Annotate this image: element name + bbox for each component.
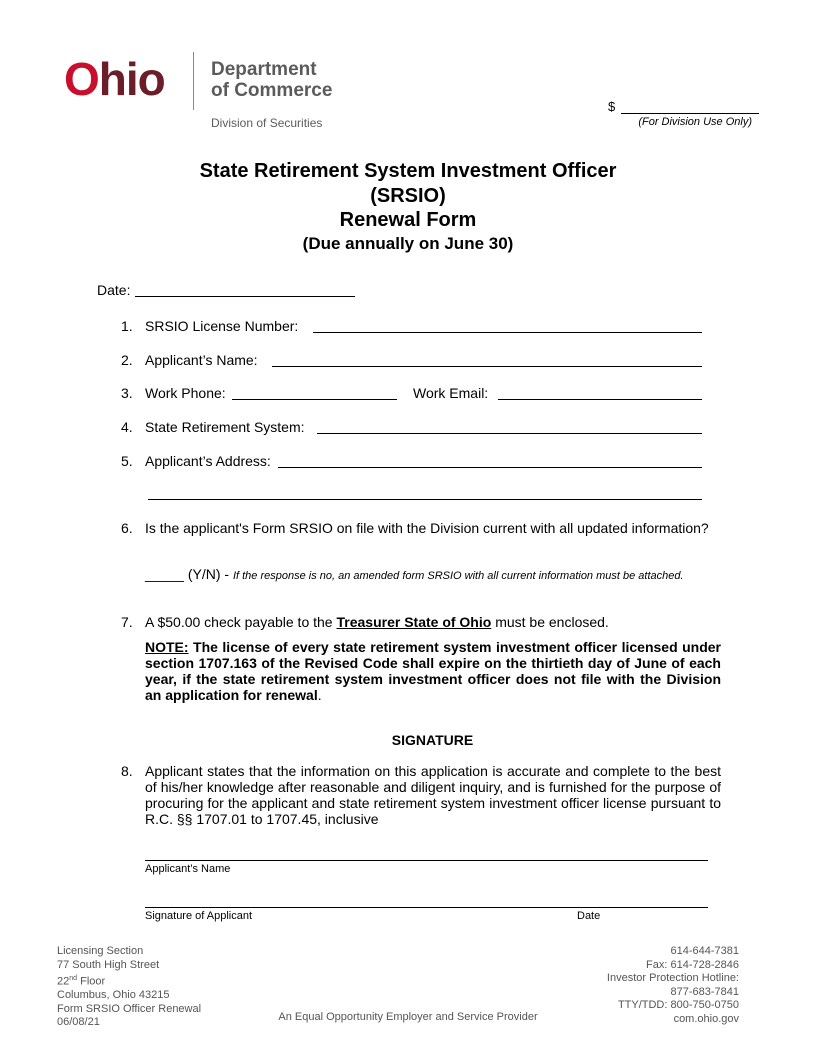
footer-floor-number: 22 (57, 975, 70, 988)
applicant-address-field[interactable] (278, 467, 702, 468)
date-field[interactable] (135, 296, 355, 297)
item-4-number: 4. (121, 419, 133, 435)
logo-divider (193, 52, 194, 110)
item-6-question: Is the applicant's Form SRSIO on file with the Division current with all updated information? (145, 520, 709, 536)
form-due-note: (Due annually on June 30) (302, 234, 514, 253)
division-use-field[interactable] (608, 99, 760, 114)
applicant-name-caption: Applicant’s Name (145, 863, 231, 875)
license-number-field[interactable] (313, 332, 702, 333)
footer-left-line-6: 06/08/21 (57, 1016, 100, 1029)
item-1-number: 1. (121, 318, 133, 334)
logo-o-letter: O (64, 53, 99, 105)
work-email-label: Work Email: (413, 385, 489, 401)
retirement-system-label: State Retirement System: (145, 419, 305, 435)
footer-left-line-2: 77 South High Street (57, 958, 160, 971)
item-8-statement: Applicant states that the information on this application is accurate and complete to the best of his/her knowledge after reasonable and diligent inquiry, and is furnished for the purpose of procuring for the applicant and state retirement system investment officer license pursuant to R.C. §§ 1707.01 to 1707.45, inclusive (145, 763, 721, 827)
signature-caption: Signature of Applicant (145, 910, 253, 922)
form-subtitle: Renewal Form (339, 209, 477, 231)
footer-left-line-5: Form SRSIO Officer Renewal (57, 1002, 202, 1015)
item-6-yn: (Y/N) - (187, 566, 230, 582)
work-email-field[interactable] (498, 399, 702, 400)
dept-line-2: of Commerce (211, 80, 333, 101)
signature-date-caption: Date (577, 910, 601, 922)
footer-left-line-4: Columbus, Ohio 43215 (57, 989, 170, 1002)
item-6-response (145, 566, 721, 584)
footer-left-line-1: Licensing Section (57, 945, 144, 957)
item-7-number: 7. (121, 614, 133, 630)
item-7-text-a: A $50.00 check payable to the (145, 614, 333, 630)
license-number-label: SRSIO License Number: (145, 318, 299, 334)
item-7-text (145, 614, 609, 630)
work-phone-label: Work Phone: (145, 385, 226, 401)
footer-center: An Equal Opportunity Employer and Service Provider (278, 1011, 538, 1023)
dollar-sign: $ (608, 99, 616, 114)
item-6-note: If the response is no, an amended form SRSIO with all current information must be attached. (232, 570, 684, 582)
footer-right-line-5: TTY/TDD: 800-750-0750 (617, 999, 739, 1011)
work-phone-field[interactable] (232, 399, 397, 400)
footer-right-line-3: Investor Protection Hotline: (606, 972, 739, 984)
division-use-line (621, 113, 759, 114)
logo-hio-letters: hio (98, 53, 165, 105)
footer-floor-word: Floor (77, 975, 106, 988)
applicant-name-signature-line[interactable] (145, 860, 708, 861)
date-label: Date: (97, 282, 131, 298)
form-title-abbrev: (SRSIO) (370, 185, 446, 207)
footer-right (540, 945, 739, 1026)
applicant-address-field-2[interactable] (148, 499, 702, 500)
item-8-number: 8. (121, 763, 133, 779)
note-text: The license of every state retirement system investment officer licensed under section 1707.163 of the Revised Code shall expire on the thirtieth day of June of each year, if the state retirement system investment officer does not file with the Division an application for renewal (145, 639, 722, 703)
item-7-payee: Treasurer State of Ohio (336, 614, 492, 630)
footer-left-line-3 (57, 972, 277, 989)
renewal-note (145, 639, 721, 703)
form-title: State Retirement System Investment Officer (199, 160, 617, 182)
applicant-name-field[interactable] (272, 366, 702, 367)
footer-right-line-6: com.ohio.gov (673, 1012, 739, 1025)
division-name: Division of Securities (211, 116, 323, 130)
item-7-text-b: must be enclosed. (495, 614, 609, 630)
signature-heading: SIGNATURE (391, 732, 474, 748)
ohio-logo (64, 52, 165, 106)
footer-floor-suffix: nd (69, 975, 78, 982)
retirement-system-field[interactable] (317, 433, 702, 434)
footer-right-line-1: 614-644-7381 (670, 945, 739, 957)
item-2-number: 2. (121, 352, 133, 368)
item-6-number: 6. (121, 520, 133, 536)
note-label: NOTE: (145, 639, 189, 655)
item-3-number: 3. (121, 385, 133, 401)
division-use-note: (For Division Use Only) (638, 116, 752, 128)
item-6-blank[interactable]: _____ (145, 566, 184, 582)
item-5-number: 5. (121, 453, 133, 469)
dept-line-1: Department (211, 59, 317, 80)
note-period: . (317, 687, 322, 703)
signature-line[interactable] (145, 907, 708, 908)
footer-right-line-2: Fax: 614-728-2846 (646, 958, 739, 971)
applicant-address-label: Applicant’s Address: (145, 453, 271, 469)
footer-right-line-4: 877-683-7841 (670, 985, 739, 998)
applicant-name-label: Applicant’s Name: (145, 352, 258, 368)
department-name (211, 59, 332, 101)
